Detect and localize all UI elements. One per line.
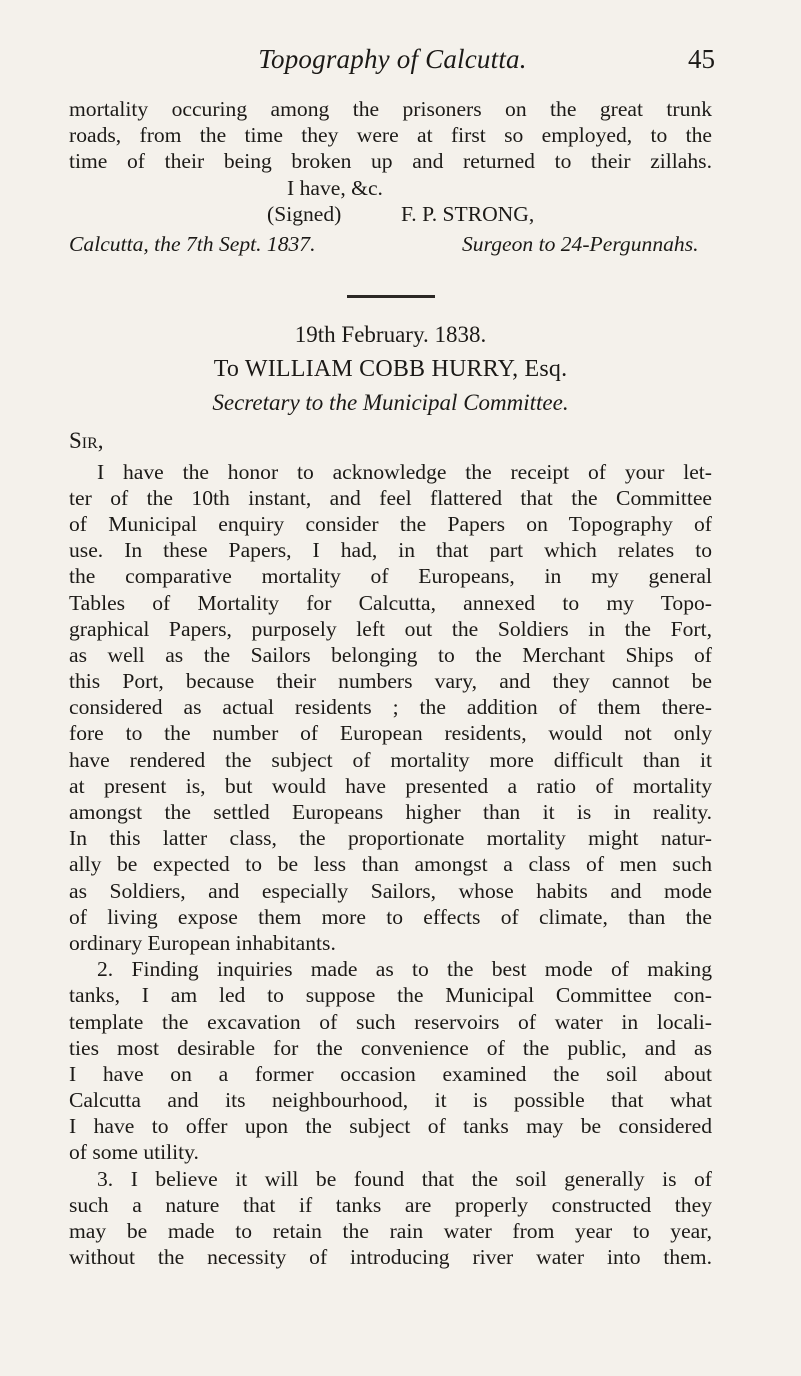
- text-line: ally be expected to be less than amongst a class of men such: [69, 852, 712, 877]
- text-line: such a nature that if tanks are properly constructed they: [69, 1192, 712, 1217]
- text-line: template the excavation of such reservoirs of water in locali-: [69, 1009, 712, 1034]
- text-line: as Soldiers, and especially Sailors, whose habits and mode: [69, 878, 712, 903]
- addressee-role: Secretary to the Municipal Committee.: [212, 390, 569, 416]
- running-head: [70, 44, 715, 78]
- text-line: tanks, I am led to suppose the Municipal Committee con-: [69, 983, 712, 1008]
- text-line: this Port, because their numbers vary, and they cannot be: [69, 669, 712, 694]
- text-line: ties most desirable for the convenience of the public, and as: [69, 1035, 712, 1060]
- text-line: 3. I believe it will be found that the soil generally is of: [97, 1166, 712, 1191]
- text-line: at present is, but would have presented a ratio of mortality: [69, 773, 712, 798]
- text-line: I have on a former occasion examined the soil about: [69, 1061, 712, 1086]
- text-line: the comparative mortality of Europeans, in my general: [69, 564, 712, 589]
- text-line: I have to offer upon the subject of tanks may be considered: [69, 1114, 712, 1139]
- place-date: Calcutta, the 7th Sept. 1837.: [69, 231, 316, 256]
- text-line: amongst the settled Europeans higher than it is in reality.: [69, 800, 712, 824]
- closing-line: I have, &c.: [287, 175, 383, 200]
- text-line: ordinary European inhabitants.: [69, 930, 336, 955]
- addressee: To WILLIAM COBB HURRY, Esq.: [213, 355, 568, 382]
- text-line: without the necessity of introducing river water into them.: [69, 1245, 712, 1270]
- signed-name: F. P. STRONG,: [401, 201, 535, 226]
- text-line: ter of the 10th instant, and feel flattered that the Committee: [69, 485, 712, 510]
- surgeon-title: Surgeon to 24-Pergunnahs.: [462, 231, 699, 256]
- text-line: roads, from the time they were at first so employed, to the: [69, 123, 712, 148]
- signed-label: (Signed): [267, 201, 342, 226]
- text-line: mortality occuring among the prisoners on the great trunk: [69, 97, 712, 121]
- signature-date-row: [69, 231, 712, 261]
- text-line: I have the honor to acknowledge the receipt of your let-: [97, 459, 712, 484]
- text-line: as well as the Sailors belonging to the Merchant Ships of: [69, 642, 712, 667]
- signature-row: [69, 201, 712, 231]
- text-line: fore to the number of European residents, would not only: [69, 721, 712, 746]
- salutation: Sir,: [69, 428, 104, 454]
- text-line: of living expose them more to effects of climate, than the: [69, 904, 712, 929]
- text-line: In this latter class, the proportionate mortality might natur-: [69, 826, 712, 851]
- running-title: Topography of Calcutta.: [258, 44, 527, 74]
- text-line: considered as actual residents ; the addition of them there-: [69, 695, 712, 720]
- text-line: of Municipal enquiry consider the Papers on Topography of: [69, 511, 712, 536]
- letter-date: 19th February. 1838.: [294, 321, 487, 347]
- text-line: use. In these Papers, I had, in that part which relates to: [69, 538, 712, 563]
- text-line: may be made to retain the rain water from year to year,: [69, 1219, 712, 1243]
- text-line: Calcutta and its neighbourhood, it is possible that what: [69, 1088, 712, 1113]
- section-rule: [347, 295, 435, 298]
- text-line: Tables of Mortality for Calcutta, annexed to my Topo-: [69, 590, 712, 615]
- text-line: 2. Finding inquiries made as to the best mode of making: [97, 957, 712, 982]
- text-line: graphical Papers, purposely left out the Soldiers in the Fort,: [69, 616, 712, 641]
- text-line: time of their being broken up and returned to their zillahs.: [69, 149, 712, 174]
- text-line: have rendered the subject of mortality more difficult than it: [69, 747, 712, 772]
- page-body: [69, 96, 712, 1270]
- page-number: 45: [688, 44, 715, 74]
- text-line: of some utility.: [69, 1140, 199, 1165]
